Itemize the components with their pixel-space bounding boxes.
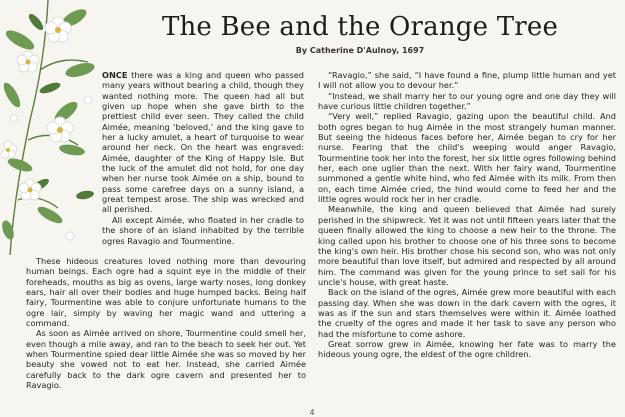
paragraph: Back on the island of the ogres, Aimée grew more beautiful with each passing day. When she was down in the dark cavern with the ogres, it was as if the sun and stars themselves were within it. Aimée loathed the cruelty of the ogres and made it her task to save any person who had the misfortune to come ashore.	[318, 287, 616, 339]
paragraph: “Very well,” replied Ravagio, gazing upon the beautiful child. And both ogres began to hug Aimée in the most strangely human manner. But seeing the hideous faces before her, Aimée began to cry for her nurse. Fearing that the child's weeping would anger Ravagio, Tourmentine took her into the forest, her six little ogres following behind her, each one uglier than the next. With her fairy wand, Tourmentine summoned a gentle white hind, who fed Aimée with its milk. From then on, each time Aimée cried, the hind would come to feed her and the little ogres would rock her in her cradle.	[318, 111, 616, 205]
paragraph: Great sorrow grew in Aimée, knowing her fate was to marry the hideous young ogre, the eldest of the ogre children.	[318, 338, 616, 360]
paragraph: “Ravagio,” she said, “I have found a fine, plump little human and yet I will not allow you to devour her.”	[318, 70, 616, 91]
paragraph: “Instead, we shall marry her to our young ogre and one day they will have curious little children together.”	[318, 90, 616, 112]
right-column	[318, 70, 616, 360]
orange-blossom-illustration	[0, 0, 100, 255]
left-column-top	[102, 70, 304, 246]
story-byline: By Catherine D'Aulnoy, 1697	[295, 46, 425, 55]
paragraph: These hideous creatures loved nothing more than devouring human beings. Each ogre had a squint eye in the middle of their foreheads, mouths as big as ovens, large warty noses, long donkey ears, hair all over their bodies and huge humped backs. Being half fairy, Tourmentine was able to conjure unfortunate humans to the ogre lair, simply by waving her magic wand and uttering a command.	[26, 256, 306, 329]
left-column-bottom	[26, 256, 306, 390]
paragraph: All except Aimée, who floated in her cradle to the shore of an island inhabited by the terrible ogres Ravagio and Tourmentine.	[102, 214, 304, 246]
paragraph: Meanwhile, the king and queen believed that Aimée had surely perished in the shipwreck. Yet it was not until fifteen years later that the queen finally allowed the king to choose a new heir to the throne. The king called upon his brother to choose one of his three sons to become the king's own heir. His brother chose his second son, who was not only more beautiful than love itself, but admired and respected by all around him. The command was given for the young prince to set sail for his uncle's house, with great haste.	[318, 204, 616, 287]
opening-word: ONCE	[102, 70, 128, 80]
page-number: 4	[309, 408, 315, 417]
paragraph: As soon as Aimée arrived on shore, Tourmentine could smell her, even though a mile away, and ran to the beach to seek her out. Yet when Tourmentine spied dear little Aimée she was so moved by her beauty she vowed not to eat her. Instead, she carried Aimée carefully back to the dark ogre cavern and presented her to Ravagio.	[26, 328, 306, 391]
paragraph: ONCE there was a king and queen who passed many years without bearing a child, though they wanted nothing more. The queen had all but given up hope when she gave birth to the prettiest child ever seen. They called the child Aimée, meaning ‘beloved,’ and the king gave to her a lucky amulet, a heart of turquoise to wear around her neck. On the heart was engraved: Aimée, daughter of the King of Happy Isle. But the luck of the amulet did not hold, for one day when her nurse took Aimée on a ship, bound to pass some carefree days on a sunny island, a great tempest arose. The ship was wrecked and all perished.	[102, 70, 304, 215]
story-title: The Bee and the Orange Tree	[161, 12, 559, 42]
